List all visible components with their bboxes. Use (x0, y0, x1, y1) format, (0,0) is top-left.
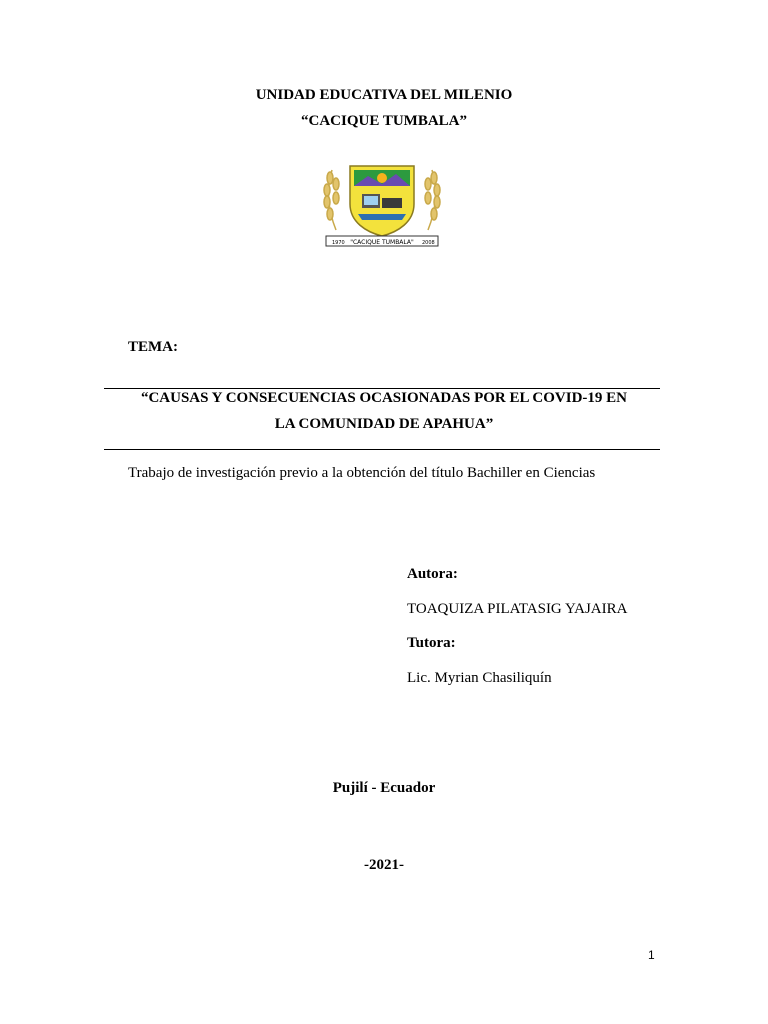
tutor-name: Lic. Myrian Chasiliquín (407, 670, 552, 686)
wheat-right-icon (425, 170, 440, 230)
author-name: TOAQUIZA PILATASIG YAJAIRA (407, 601, 628, 617)
wheat-left-icon (324, 170, 339, 230)
year-line: -2021- (364, 857, 404, 873)
thesis-title-line2: LA COMUNIDAD DE APAHUA” (274, 416, 494, 432)
svg-text:2008: 2008 (422, 240, 435, 246)
school-crest-logo (318, 160, 446, 252)
thesis-title-line1: “CAUSAS Y CONSECUENCIAS OCASIONADAS POR EL COVID-19 EN (140, 390, 628, 406)
page-number: 1 (648, 948, 655, 962)
author-label: Autora: (407, 566, 458, 582)
svg-text:"CACIQUE TUMBALA": "CACIQUE TUMBALA" (350, 239, 414, 246)
svg-text:1970: 1970 (332, 240, 345, 246)
tutor-label: Tutora: (407, 635, 456, 651)
purpose-statement: Trabajo de investigación previo a la obtención del título Bachiller en Ciencias (128, 465, 596, 481)
institution-name: UNIDAD EDUCATIVA DEL MILENIO (255, 87, 513, 103)
tema-label: TEMA: (128, 339, 178, 355)
crest-icon (318, 160, 446, 252)
place-line: Pujilí - Ecuador (332, 780, 436, 796)
institution-quoted-name: “CACIQUE TUMBALA” (301, 113, 467, 129)
title-top-rule (104, 388, 660, 389)
title-bottom-rule (104, 449, 660, 450)
